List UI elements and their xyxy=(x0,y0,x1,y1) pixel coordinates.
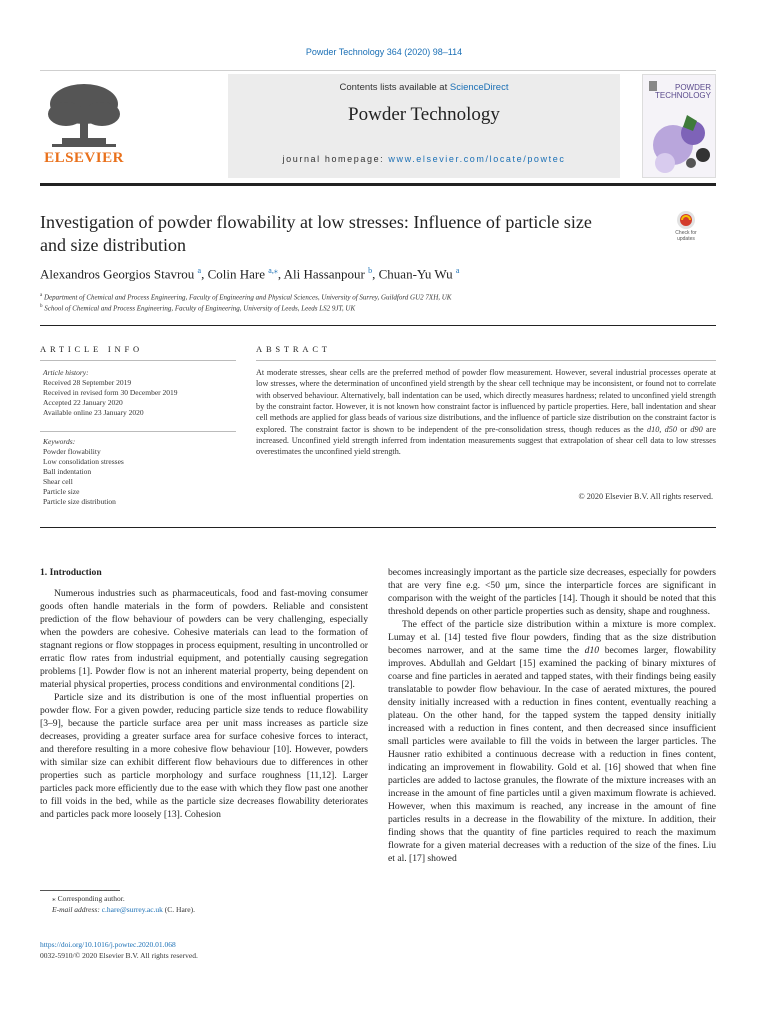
author-affiliation-mark[interactable]: b xyxy=(368,266,373,275)
abstract-copyright: © 2020 Elsevier B.V. All rights reserved. xyxy=(578,492,713,501)
body-paragraph: becomes increasingly important as the particle size decreases, especially for powders that are very fine e.g. <50 μm, since the interparticle forces are significant in comparison with the weight of the particles [14]. Though it should be noted that this threshold depends on other particle properties such as density, shape and roughness. xyxy=(388,567,716,618)
inline-d10: d10 xyxy=(584,645,600,657)
article-title: Investigation of powder flowability at low stresses: Influence of particle size and size distribution xyxy=(40,212,592,255)
keywords-list xyxy=(43,437,239,507)
keyword-item: Ball indentation xyxy=(43,467,92,476)
author-list: Alexandros Georgios Stavrou $^a$, Colin Hare $^{a,⁎}$, Ali Hassanpour $^b$, Chuan-Yu Wu $^a$ xyxy=(40,266,460,282)
affiliation-a xyxy=(40,293,720,301)
section-heading-introduction: 1. Introduction xyxy=(40,567,102,578)
author-affiliation-mark[interactable]: a xyxy=(455,266,460,275)
doi-link[interactable]: https://doi.org/10.1016/j.powtec.2020.01.068 xyxy=(40,940,176,949)
author-name[interactable]: Ali Hassanpour xyxy=(283,266,365,282)
abstract-separator: , xyxy=(659,424,665,434)
check-updates-icon xyxy=(668,209,704,231)
keyword-item: Particle size distribution xyxy=(43,497,116,506)
abstract-text xyxy=(256,367,716,458)
section-rule xyxy=(40,325,716,326)
cover-title-line-1: POWDER xyxy=(675,83,711,92)
abstract-label: ABSTRACT xyxy=(256,344,331,354)
corresponding-author-footnote xyxy=(52,894,125,903)
check-updates-line-1: Check for xyxy=(675,230,697,236)
journal-title: Powder Technology xyxy=(348,104,500,125)
history-item: Available online 23 January 2020 xyxy=(43,408,144,417)
contents-availability-line xyxy=(228,82,620,93)
footnote-mark: ⁎ xyxy=(52,894,56,903)
author-name[interactable]: Colin Hare xyxy=(207,266,266,282)
email-suffix: (C. Hare). xyxy=(162,905,195,914)
author-name[interactable]: Chuan-Yu Wu xyxy=(378,266,453,282)
abstract-rule xyxy=(256,360,716,361)
affiliation-b xyxy=(40,304,720,312)
author-email-link[interactable]: c.hare@surrey.ac.uk xyxy=(101,905,163,914)
sciencedirect-link[interactable]: ScienceDirect xyxy=(449,82,509,93)
header-top-rule xyxy=(40,70,716,71)
history-item: Accepted 22 January 2020 xyxy=(43,398,123,407)
header-bottom-rule xyxy=(40,183,716,186)
paragraph-text-part-2: becomes larger, flowability improves. Abdullah and Geldart [15] examined the packing of binary mixtures of coarse and fine particles in aerated and tapped states, with their findings being easily translatable to powder flow behaviour. In the case of aerated mixtures, the poured density initially increased with a reduction in fines content, eventually reaching a plateau. On the other hand, for the tapped system the tapped density initially increased with a reduction in fines content, and then decreased since insufficient small particles were available to fill the voids in between the larger particles. The Hausner ratio exhibited a continuous decrease with a reduction in fines content, indicating an improvement in flowability. Gold et al. [16] showed that when fine particles are added to lactose granules, the flowrate of the mixture increases with an increase in the amount of fine particles until a given maximum flowrate is achieved. However, when this maximum is reached, any increase in the amount of fine particles results in a decrease in the flowability of the mixture. In addition, their finding shows that the quantity of fine particles required to reach the maximum flowrate for a given material decreases with a reduction of the size of the fines. Liu et al. [17] showed xyxy=(388,645,716,865)
check-for-updates-badge[interactable] xyxy=(668,209,704,247)
journal-cover-thumbnail[interactable] xyxy=(642,74,716,178)
cover-title xyxy=(651,84,711,100)
body-paragraph xyxy=(388,618,716,865)
abstract-d50: d50 xyxy=(664,424,677,434)
body-paragraph: Particle size and its distribution is one of the most influential properties on powder flow. For a given powder, reducing particle size tends to reduce flowability [3–9], because the particle surface area per unit mass increases as particle size decreases, providing a greater surface area for surface cohesive forces to interact, and therefore resulting in a more cohesive flow behaviour [10]. However, powders with similar size can exhibit different flow behaviours due to differences in other properties such as particle morphology and surface roughness [11,12]. Larger particles pack more efficiently due to the ease with which they flow past one another to fill voids in the bed, while as the particle size decreases flowability deteriorates and particles pack more loosely [13]. Cohesion xyxy=(40,692,368,821)
affiliation-text: Department of Chemical and Process Engineering, Faculty of Engineering and Physical Sciences, University of Surrey, Guildford GU2 7XH, UK xyxy=(43,293,452,302)
affiliation-mark: a xyxy=(40,293,43,298)
homepage-prefix: journal homepage: xyxy=(282,154,389,164)
article-history xyxy=(43,368,239,418)
affiliation-text: School of Chemical and Process Engineering, Faculty of Engineering, University of Leeds, Leeds LS2 9JT, UK xyxy=(44,304,356,313)
section-rule xyxy=(40,527,716,528)
abstract-text-part-1: At moderate stresses, shear cells are the preferred method of powder flow measurement. However, several industrial processes operate at low stresses, where the determination of unconfined yield strength by the shear cell technique may be inconsistent, or found not to correlate with observed behaviour. Alternatively, ball indentation can be used, which directly measures hardness; related to unconfined yield strength by the constraint factor. However, it is not known how constraint factor is influenced by particle properties. Here, ball indentation and shear cell methods are applied for glass beads of various size distributions, and the influence of particle size distribution on the constraint factor is explored. The constraint factor is shown to be independent of the pre-consolidation stress, though reduces as the xyxy=(256,368,716,434)
affiliation-mark: b xyxy=(40,304,43,309)
issn-copyright: 0032-5910/© 2020 Elsevier B.V. All rights reserved. xyxy=(40,951,198,960)
abstract-d90: d90 xyxy=(690,424,703,434)
body-left-column xyxy=(40,556,368,821)
contents-prefix: Contents lists available at xyxy=(339,82,450,93)
journal-homepage-line xyxy=(228,154,620,164)
abstract-text-part-2: are increased. Unconfined yield strength inferred from indentation measurements suggest that extrapolation of shear cell data to low stresses overestimates the unconfined yield strength. xyxy=(256,424,717,457)
keywords-heading: Keywords: xyxy=(43,437,76,446)
keyword-item: Particle size xyxy=(43,487,80,496)
cover-title-line-2: TECHNOLOGY xyxy=(654,91,711,100)
keyword-item: Powder flowability xyxy=(43,447,101,456)
corresponding-author-text: Corresponding author. xyxy=(57,894,125,903)
body-paragraph: Numerous industries such as pharmaceuticals, food and fast-moving consumer goods often handle materials in the form of powders. Reliable and consistent prediction of the flow behaviour of powders can be very challenging, especially when the powders are cohesive. Cohesive materials can lead to the formation of stagnant regions or flow stoppages in process equipment, resulting in uncontrolled or erratic flow rates from industrial equipment, and potentially causing segregation problems [1]. Powder flow is not an inherent material property, being dependent on material physical properties, process conditions and environmental conditions [2]. xyxy=(40,588,368,691)
footnote-rule xyxy=(40,890,120,891)
body-right-column xyxy=(388,566,716,865)
email-footnote xyxy=(52,905,195,914)
history-heading: Article history: xyxy=(43,368,89,377)
author-affiliation-mark[interactable]: a,⁎ xyxy=(268,266,278,275)
paragraph-text-part-1: The effect of the particle size distribution within a mixture is more complex. Lumay et al. [14] tested five flour powders, finding that as the size distribution becomes narrower, and at the same time the xyxy=(388,619,716,657)
keyword-item: Low consolidation stresses xyxy=(43,457,124,466)
check-updates-line-2: updates xyxy=(677,235,695,242)
history-item: Received 28 September 2019 xyxy=(43,378,132,387)
journal-homepage-link[interactable]: www.elsevier.com/locate/powtec xyxy=(388,154,566,164)
abstract-d10: d10 xyxy=(647,424,660,434)
elsevier-wordmark: ELSEVIER xyxy=(44,150,124,166)
article-info-rule xyxy=(40,360,236,361)
author-affiliation-mark[interactable]: a xyxy=(197,266,202,275)
email-label: E-mail address: xyxy=(52,905,102,914)
history-item: Received in revised form 30 December 2019 xyxy=(43,388,178,397)
article-info-divider xyxy=(40,431,236,432)
keyword-item: Shear cell xyxy=(43,477,73,486)
abstract-separator: or xyxy=(676,424,691,434)
journal-reference-link[interactable]: Powder Technology 364 (2020) 98–114 xyxy=(305,47,463,57)
check-updates-text xyxy=(668,231,704,242)
article-info-label: ARTICLE INFO xyxy=(40,344,143,354)
author-name[interactable]: Alexandros Georgios Stavrou xyxy=(40,266,195,282)
